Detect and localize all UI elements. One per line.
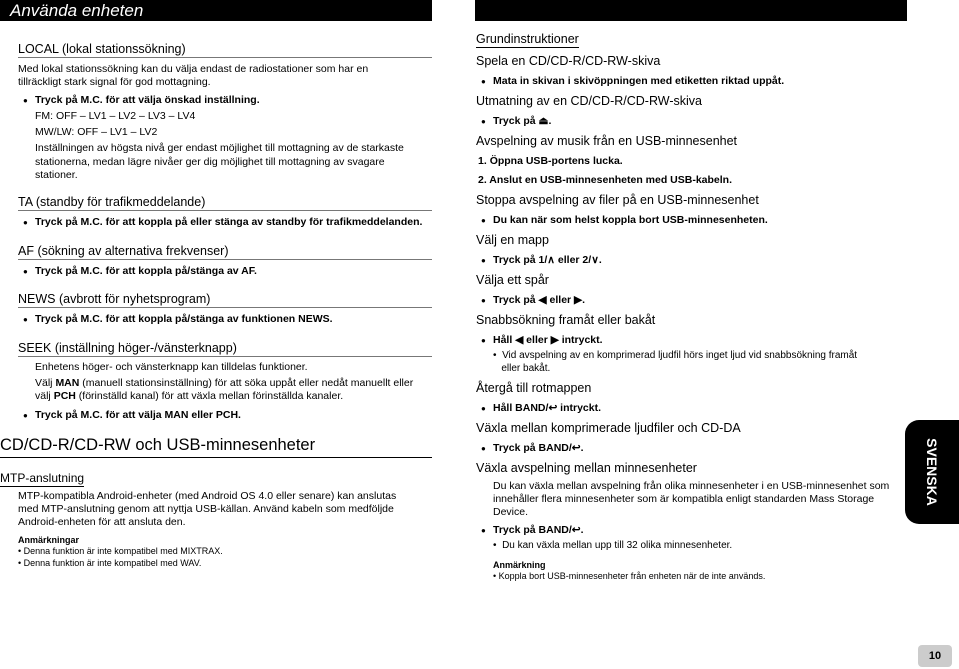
mtp-note-2: • Denna funktion är inte kompatibel med WAV. bbox=[18, 558, 202, 568]
storage-text-3: Device. bbox=[493, 506, 529, 518]
right-arrow-icon: ▶ bbox=[574, 294, 583, 306]
bullet-folder: ● Tryck på 1/∧ eller 2/∨. bbox=[493, 253, 602, 267]
local-desc-3: stationer. bbox=[35, 169, 78, 181]
caret-up-icon: ∧ bbox=[547, 254, 555, 266]
heading-track: Välja ett spår bbox=[476, 273, 549, 287]
mtp-text-1: MTP-kompatibla Android-enheter (med Android OS 4.0 eller senare) kan anslutas bbox=[18, 490, 397, 502]
note-storage: • Du kan växla mellan upp till 32 olika minnesenheter. bbox=[493, 540, 733, 551]
mtp-note-1: • Denna funktion är inte kompatibel med MIXTRAX. bbox=[18, 546, 223, 556]
section-title-ta: TA (standby för trafikmeddelande) bbox=[18, 195, 432, 211]
return-icon: ↩ bbox=[571, 442, 581, 454]
af-bullet: ● Tryck på M.C. för att koppla på/stänga av AF. bbox=[35, 264, 257, 278]
seek-text-2: Välj MAN (manuell stationsinställning) för att söka uppåt eller nedåt manuellt eller bbox=[35, 377, 414, 389]
heading-switch-audio: Växla mellan komprimerade ljudfiler och CD-DA bbox=[476, 421, 741, 435]
heading-usb-play: Avspelning av musik från en USB-minnesenhet bbox=[476, 134, 738, 148]
bullet-insert: ● Mata in skivan i skivöppningen med etiketten riktad uppåt. bbox=[493, 74, 784, 88]
right-header-bar bbox=[475, 0, 907, 21]
local-mw: MW/LW: OFF – LV1 – LV2 bbox=[35, 126, 158, 138]
ta-bullet: ● Tryck på M.C. för att koppla på eller stänga av standby för trafikmeddelanden. bbox=[35, 215, 422, 229]
heading-folder: Välj en mapp bbox=[476, 233, 549, 247]
local-text-2: tillräckligt stark signal för god mottagning. bbox=[18, 76, 211, 88]
bullet-usb-stop: ● Du kan när som helst koppla bort USB-minnesenheten. bbox=[493, 213, 768, 227]
step-2: 2. Anslut en USB-minnesenheten med USB-kabeln. bbox=[478, 174, 733, 186]
page-header bbox=[0, 0, 432, 21]
right-arrow-icon: ▶ bbox=[550, 334, 559, 346]
return-icon: ↩ bbox=[548, 402, 558, 414]
bullet-root: ● Håll BAND/↩ intryckt. bbox=[493, 401, 601, 415]
local-bullet: ● Tryck på M.C. för att välja önskad inställning. bbox=[35, 93, 260, 107]
section-title-mtp: MTP-anslutning bbox=[0, 471, 85, 485]
storage-text-2: innehåller flera minnesenheter som är kompatibla enligt standarden Mass Storage bbox=[493, 493, 875, 505]
note-fast-search: • Vid avspelning av en komprimerad ljudfil hörs inget ljud vid snabbsökning framåt eller bakåt. bbox=[493, 350, 858, 374]
heading-usb-stop: Stoppa avspelning av filer på en USB-minnesenhet bbox=[476, 193, 759, 207]
page-title: Använda enheten bbox=[10, 1, 144, 20]
bullet-eject: ● Tryck på ⏏. bbox=[493, 114, 551, 128]
heading-root: Återgå till rotmappen bbox=[476, 381, 592, 395]
news-bullet: ● Tryck på M.C. för att koppla på/stänga av funktionen NEWS. bbox=[35, 312, 333, 326]
local-desc-1: Inställningen av högsta nivå ger endast möjlighet till mottagning av de starkaste bbox=[35, 142, 404, 154]
local-desc-2: stationerna, medan lägre nivåer ger dig möjlighet till mottagning av svagare bbox=[35, 156, 385, 168]
bullet-switch-storage: ● Tryck på BAND/↩. bbox=[493, 523, 584, 537]
right-notes-title: Anmärkning bbox=[493, 560, 546, 570]
return-icon: ↩ bbox=[571, 524, 581, 536]
step-1: 1. Öppna USB-portens lucka. bbox=[478, 155, 623, 167]
heading-fast-search: Snabbsökning framåt eller bakåt bbox=[476, 313, 656, 327]
section-title-news: NEWS (avbrott för nyhetsprogram) bbox=[18, 292, 432, 308]
seek-text-1: Enhetens höger- och vänsterknapp kan tilldelas funktioner. bbox=[35, 361, 308, 373]
heading-play-cd: Spela en CD/CD-R/CD-RW-skiva bbox=[476, 54, 661, 68]
mtp-text-2: med MTP-anslutning genom att nyttja USB-källan. Använd kabeln som medföljde bbox=[18, 503, 394, 515]
caret-down-icon: ∨ bbox=[591, 254, 599, 266]
mtp-text-3: Android-enheten för att ansluta den. bbox=[18, 516, 186, 528]
language-label: SVENSKA bbox=[924, 438, 940, 506]
bullet-fast-search: ● Håll ◀ eller ▶ intryckt. bbox=[493, 333, 603, 347]
left-arrow-icon: ◀ bbox=[538, 294, 547, 306]
section-title-local: LOCAL (lokal stationssökning) bbox=[18, 42, 432, 58]
mtp-notes-title: Anmärkningar bbox=[18, 535, 80, 545]
right-note-1: • Koppla bort USB-minnesenheter från enheten när de inte används. bbox=[493, 571, 766, 581]
local-fm: FM: OFF – LV1 – LV2 – LV3 – LV4 bbox=[35, 110, 196, 122]
heading-switch-storage: Växla avspelning mellan minnesenheter bbox=[476, 461, 697, 475]
bullet-switch-audio: ● Tryck på BAND/↩. bbox=[493, 441, 584, 455]
storage-text-1: Du kan växla mellan avspelning från olika minnesenheter i en USB-minnesenhet som bbox=[493, 480, 890, 492]
section-title-seek: SEEK (inställning höger-/vänsterknapp) bbox=[18, 341, 432, 357]
page-number: 10 bbox=[918, 645, 952, 667]
left-arrow-icon: ◀ bbox=[515, 334, 524, 346]
seek-text-3: välj PCH (förinställd kanal) för att växla mellan förinställda kanaler. bbox=[35, 390, 344, 402]
heading-eject: Utmatning av en CD/CD-R/CD-RW-skiva bbox=[476, 94, 702, 108]
basic-instructions: Grundinstruktioner bbox=[476, 32, 579, 46]
bullet-track: ● Tryck på ◀ eller ▶. bbox=[493, 293, 585, 307]
section-title-cd: CD/CD-R/CD-RW och USB-minnesenheter bbox=[0, 436, 432, 458]
language-tab bbox=[905, 420, 959, 524]
section-title-af: AF (sökning av alternativa frekvenser) bbox=[18, 244, 432, 260]
eject-icon: ⏏ bbox=[538, 115, 549, 127]
local-text-1: Med lokal stationssökning kan du välja endast de radiostationer som har en bbox=[18, 63, 369, 75]
seek-bullet: ● Tryck på M.C. för att välja MAN eller PCH. bbox=[35, 408, 241, 422]
